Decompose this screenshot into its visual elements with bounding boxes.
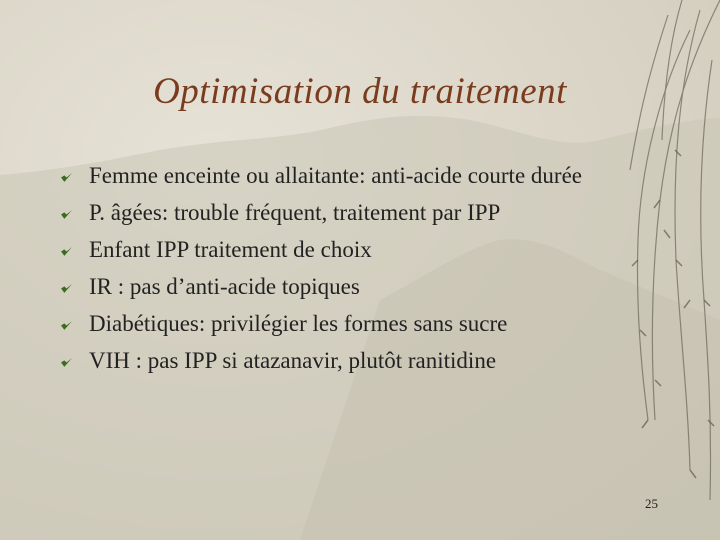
bullet-list	[60, 162, 630, 384]
checkmark-diamond-icon	[60, 208, 73, 221]
bullet-item	[60, 199, 630, 227]
checkmark-diamond-icon	[60, 319, 73, 332]
bullet-item	[60, 347, 630, 375]
bullet-item	[60, 310, 630, 338]
bullet-text: Diabétiques: privilégier les formes sans sucre	[89, 311, 508, 336]
checkmark-diamond-icon	[60, 356, 73, 369]
bullet-item	[60, 236, 630, 264]
bullet-text: IR : pas d’anti-acide topiques	[89, 274, 360, 299]
bullet-text: P. âgées: trouble fréquent, traitement par IPP	[89, 200, 501, 225]
page-number: 25	[645, 496, 658, 511]
checkmark-diamond-icon	[60, 245, 73, 258]
bullet-item	[60, 162, 630, 190]
bullet-text: Enfant IPP traitement de choix	[89, 237, 372, 262]
slide-title: Optimisation du traitement	[153, 71, 567, 112]
bullet-text: VIH : pas IPP si atazanavir, plutôt ranitidine	[89, 348, 497, 373]
bullet-text: Femme enceinte ou allaitante: anti-acide courte durée	[89, 163, 582, 188]
checkmark-diamond-icon	[60, 171, 73, 184]
bullet-item	[60, 273, 630, 301]
checkmark-diamond-icon	[60, 282, 73, 295]
